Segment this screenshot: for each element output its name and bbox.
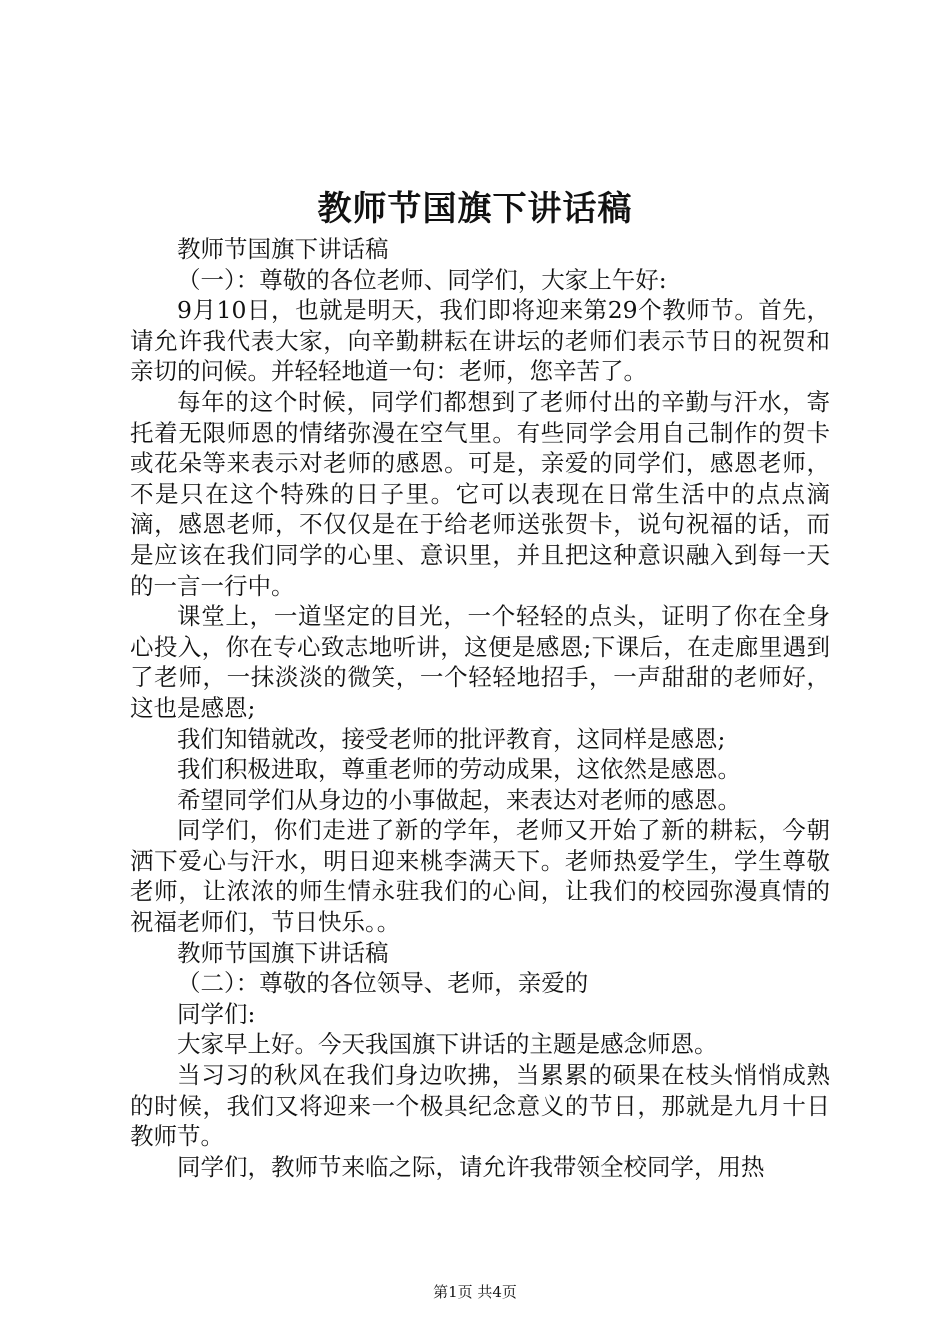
paragraph: 教师节国旗下讲话稿 — [177, 235, 389, 263]
paragraph: 教师节国旗下讲话稿 — [177, 938, 389, 967]
paragraph: 我们知错就改，接受老师的批评教育，这同样是感恩; — [177, 724, 726, 753]
paragraph: 9月10日，也就是明天，我们即将迎来第29个教师节。首先，请允许我代表大家，向辛勤耕耘在讲坛的老师们表示节日的祝贺和亲切的问候。并轻轻地道一句：老师，您辛苦了。 — [130, 296, 830, 386]
paragraph: 课堂上，一道坚定的目光，一个轻轻的点头，证明了你在全身心投入，你在专心致志地听讲，这便是感恩;下课后，在走廊里遇到了老师，一抹淡淡的微笑，一个轻轻地招手，一声甜甜的老师好，这也是感恩; — [130, 602, 830, 722]
paragraph: 希望同学们从身边的小事做起，来表达对老师的感恩。 — [177, 785, 741, 814]
paragraph: 每年的这个时候，同学们都想到了老师付出的辛勤与汗水，寄托着无限师恩的情绪弥漫在空气里。有些同学会用自己制作的贺卡或花朵等来表示对老师的感恩。可是，亲爱的同学们，感恩老师，不是只在这个特殊的日子里。它可以表现在日常生活中的点点滴滴，感恩老师，不仅仅是在于给老师送张贺卡，说句祝福的话，而是应该在我们同学的心里、意识里，并且把这种意识融入到每一天的一言一行中。 — [130, 387, 830, 600]
paragraph: （二）：尊敬的各位领导、老师，亲爱的 — [177, 969, 589, 998]
paragraph: 同学们，教师节来临之际，请允许我带领全校同学，用热 — [177, 1152, 765, 1181]
paragraph: （一）：尊敬的各位老师、同学们，大家上午好: — [177, 265, 667, 294]
paragraph: 同学们，你们走进了新的学年，老师又开始了新的耕耘，今朝洒下爱心与汗水，明日迎来桃李满天下。老师热爱学生，学生尊敬老师，让浓浓的师生情永驻我们的心间，让我们的校园弥漫真情的祝福老师们，节日快乐。。 — [130, 816, 830, 937]
document-title: 教师节国旗下讲话稿 — [317, 189, 633, 229]
page-footer: 第1页 共4页 — [433, 1283, 517, 1301]
paragraph: 我们积极进取，尊重老师的劳动成果，这依然是感恩。 — [177, 755, 741, 784]
paragraph: 大家早上好。今天我国旗下讲话的主题是感念师恩。 — [177, 1030, 718, 1059]
paragraph: 当习习的秋风在我们身边吹拂，当累累的硕果在枝头悄悄成熟的时候，我们又将迎来一个极具纪念意义的节日，那就是九月十日教师节。 — [130, 1061, 830, 1151]
paragraph: 同学们: — [177, 999, 256, 1028]
document-body — [130, 234, 830, 1182]
